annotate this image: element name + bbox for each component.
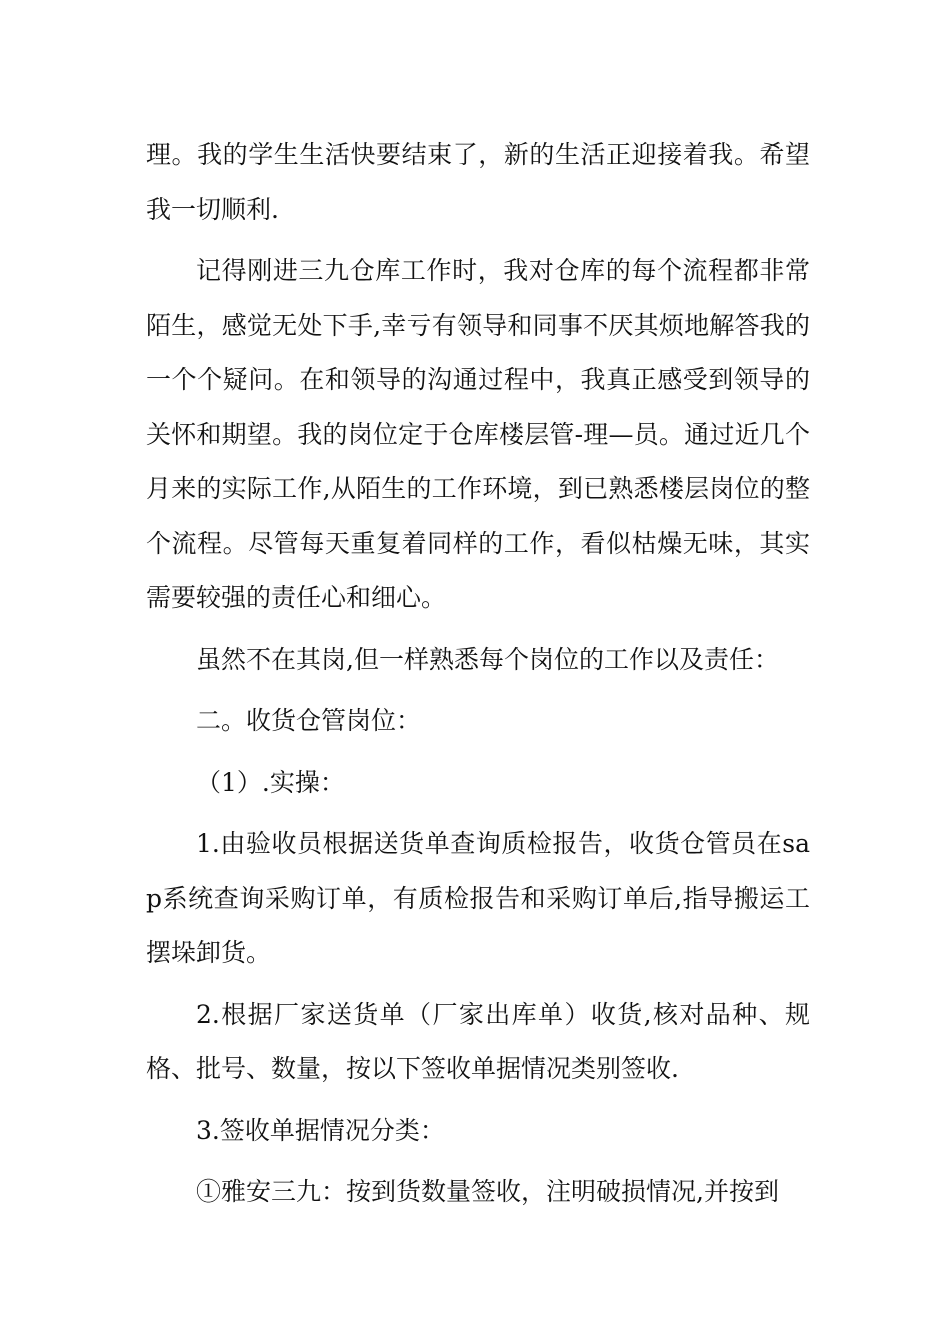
list-item-1: 1.由验收员根据送货单查询质检报告，收货仓管员在sap系统查询采购订单，有质检报告和采购订单后,指导搬运工摆垛卸货。 [146,829,810,967]
document-body [146,128,810,1220]
list-item-2: 2.根据厂家送货单（厂家出库单）收货,核对品种、规格、批号、数量，按以下签收单据情况类别签收. [146,999,810,1083]
paragraph-3: 虽然不在其岗,但一样熟悉每个岗位的工作以及责任： [196,644,779,674]
sub-list-item-1: ①雅安三九：按到货数量签收，注明破损情况,并按到 [196,1177,779,1206]
subsection-heading-practice: （1）.实操： [196,767,345,797]
section-heading-receiving: 二。收货仓管岗位： [196,706,422,735]
paragraph-1: 理。我的学生生活快要结束了，新的生活正迎接着我。希望我一切顺利. [146,140,810,224]
paragraph-2: 记得刚进三九仓库工作时，我对仓库的每个流程都非常陌生，感觉无处下手,幸亏有领导和同事不厌其烦地解答我的一个个疑问。在和领导的沟通过程中，我真正感受到领导的关怀和期望。我的岗位定于仓库楼层管-理—员。通过近几个月来的实际工作,从陌生的工作环境，到已熟悉楼层岗位的整个流程。尽管每天重复着同样的工作，看似枯燥无味，其实需要较强的责任心和细心。 [146,256,810,612]
list-item-3: 3.签收单据情况分类： [196,1115,445,1145]
